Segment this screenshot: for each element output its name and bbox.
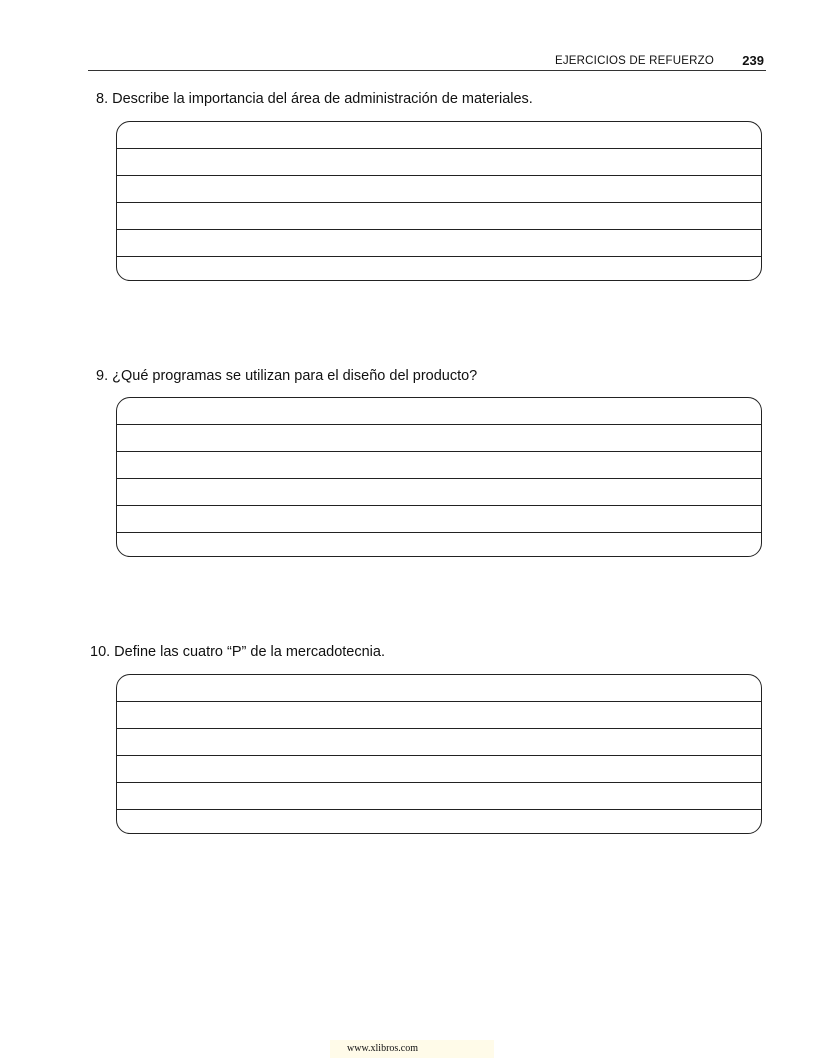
answer-line: [117, 148, 761, 149]
answer-line: [117, 782, 761, 783]
answer-line: [117, 451, 761, 452]
answer-line: [117, 202, 761, 203]
running-header-title: EJERCICIOS DE REFUERZO: [554, 55, 714, 67]
answer-line: [117, 505, 761, 506]
answer-line: [117, 256, 761, 257]
answer-line: [117, 755, 761, 756]
page-header: [88, 54, 766, 71]
answer-line: [117, 728, 761, 729]
answer-line: [117, 532, 761, 533]
question-10: 10. Define las cuatro “P” de la mercadotecnia.: [90, 644, 385, 660]
answer-box-question-9[interactable]: [116, 397, 762, 557]
question-9: 9. ¿Qué programas se utilizan para el diseño del producto?: [96, 368, 478, 384]
answer-line: [117, 478, 761, 479]
page-footer: [330, 1040, 494, 1058]
answer-line: [117, 809, 761, 810]
question-8: 8. Describe la importancia del área de administración de materiales.: [96, 91, 533, 107]
answer-box-question-10[interactable]: [116, 674, 762, 834]
answer-line: [117, 229, 761, 230]
answer-line: [117, 424, 761, 425]
page-number: 239: [742, 53, 764, 68]
answer-box-question-8[interactable]: [116, 121, 762, 281]
footer-website: www.xlibros.com: [347, 1043, 419, 1054]
answer-line: [117, 175, 761, 176]
answer-line: [117, 701, 761, 702]
